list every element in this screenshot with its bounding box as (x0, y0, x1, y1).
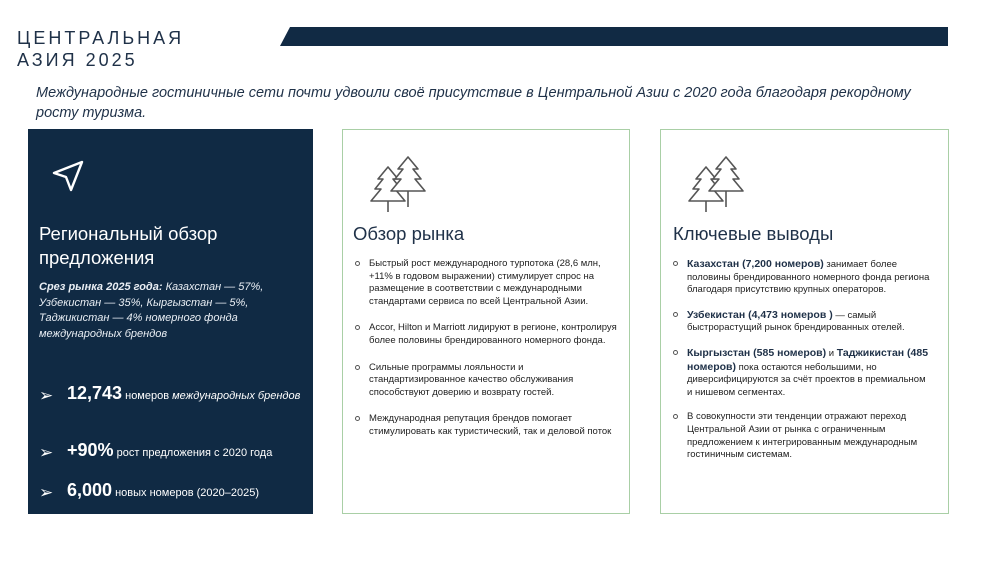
list-item: В совокупности эти тенденции отражают переход Центральной Азии от рынка с ограниченным предложением к интегрированным международным гостиничным системам. (670, 411, 932, 461)
pine-trees-icon (686, 155, 748, 215)
list-item: Сильные программы лояльности и стандартизированное качество обслуживания способствуют доверию и возврату гостей. (352, 362, 620, 400)
bullet-icon (355, 325, 360, 330)
bullet-icon (673, 261, 678, 266)
pine-trees-icon (368, 155, 430, 215)
stat-text-italic: международных брендов (172, 390, 301, 402)
bullet-icon (355, 261, 360, 266)
page-subtitle: Международные гостиничные сети почти удвоили своё присутствие в Центральной Азии с 2020 года благодаря рекордному росту туризма. (36, 85, 911, 121)
stat-text: новых номеров (2020–2025) (112, 487, 259, 499)
chevron-arrow-icon: ➢ (39, 443, 54, 462)
regional-heading: Региональный обзор предложения (39, 223, 218, 268)
findings-list (670, 258, 932, 462)
bullet-icon (355, 416, 360, 421)
bullet-icon (673, 312, 678, 317)
market-slice-values: Казахстан — 57%, Узбекистан — 35%, Кыргызстан — 5%, Таджикистан — 4% номерного фонда международных брендов (39, 281, 264, 340)
market-heading: Обзор рынка (353, 223, 465, 244)
stat-value: 6,000 (67, 480, 113, 500)
list-item: Быстрый рост международного турпотока (28,6 млн, +11% в годовом выражении) стимулирует спрос на размещение в соответствии с международными стандартами сервиса по всей Центральной Азии. (352, 258, 620, 308)
list-item: Кыргызстан (585 номеров) и Таджикистан (485 номеров) пока остаются небольшими, но диверсифицируются за счёт проектов в премиальном и нишевом сегментах. (670, 347, 932, 399)
findings-heading: Ключевые выводы (673, 223, 834, 244)
market-list (352, 258, 620, 439)
page-title (17, 27, 184, 71)
list-item: Узбекистан (4,473 номеров ) — самый быстрорастущий рынок брендированных отелей. (670, 309, 932, 335)
bullet-icon (673, 414, 678, 419)
stat-text: номеров (122, 390, 173, 402)
stat-value: +90% (67, 440, 114, 460)
stat-text: рост предложения с 2020 года (113, 447, 273, 459)
navigation-arrow-icon (50, 158, 86, 194)
market-slice-text (39, 280, 301, 342)
market-slice-label: Срез рынка 2025 года: (39, 281, 163, 293)
title-line-2: АЗИЯ 2025 (17, 50, 138, 70)
bullet-icon (355, 365, 360, 370)
chevron-arrow-icon: ➢ (39, 386, 54, 405)
bullet-icon (673, 350, 678, 355)
chevron-arrow-icon: ➢ (39, 483, 54, 502)
list-item: Международная репутация брендов помогает стимулировать как туристический, так и деловой поток (352, 413, 620, 438)
list-item: Accor, Hilton и Marriott лидируют в регионе, контролируя более половины брендированного номерного фонда. (352, 322, 620, 347)
list-item: Казахстан (7,200 номеров) занимает более половины брендированного номерного фонда региона благодаря присутствию крупных операторов. (670, 258, 932, 297)
header-banner (280, 27, 948, 46)
title-line-1: ЦЕНТРАЛЬНАЯ (17, 28, 185, 48)
stat-value: 12,743 (67, 383, 123, 403)
